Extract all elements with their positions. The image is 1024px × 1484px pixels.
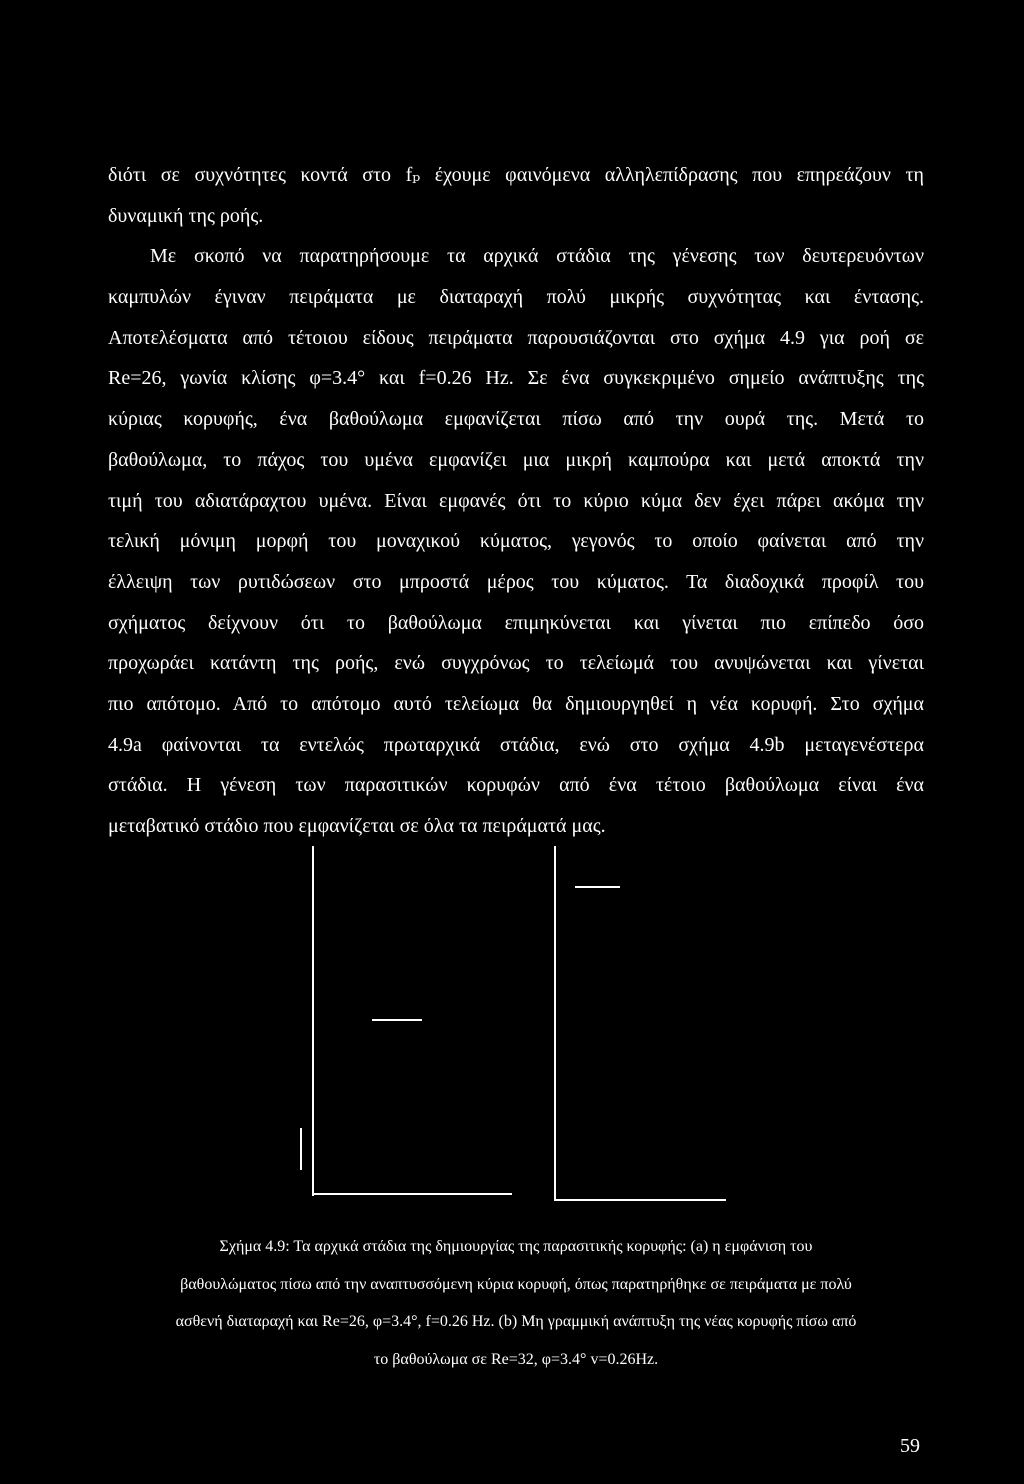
body-line: Με σκοπό να παρατηρήσουμε τα αρχικά στάδια της γένεσης των δευτερευόντων [150,245,924,268]
body-line: δυναμική της ροής. [108,204,264,227]
body-text [108,155,924,847]
caption-line: ασθενή διαταραχή και Re=26, φ=3.4°, f=0.26 Hz. (b) Μη γραμμική ανάπτυξη της νέας κορυφής πίσω από [175,1313,857,1330]
body-line: έλλειψη των ρυτιδώσεων στο μπροστά μέρος του κύματος. Τα διαδοχικά προφίλ του [108,570,924,593]
body-line: πιο απότομο. Από το απότομο αυτό τελείωμα θα δημιουργηθεί η νέα κορυφή. Στο σχήμα [108,692,924,715]
figure-caption [108,1228,924,1378]
body-line: προχωράει κατάντη της ροής, ενώ συγχρόνως το τελείωμά του ανυψώνεται και γίνεται [108,652,924,675]
body-line: Αποτελέσματα από τέτοιου είδους πειράματα παρουσιάζονται στο σχήμα 4.9 για ροή σε [108,326,924,349]
body-line: καμπυλών έγιναν πειράματα με διαταραχή πολύ μικρής συχνότητας και έντασης. [108,286,924,309]
body-line: στάδια. Η γένεση των παρασιτικών κορυφών από ένα τέτοιο βαθούλωμα είναι ένα [108,774,924,797]
panel-b-baseline [554,1199,726,1201]
body-line: μεταβατικό στάδιο που εμφανίζεται σε όλα τα πειράματά μας. [108,815,606,837]
body-line: τιμή του αδιατάραχτου υμένα. Είναι εμφανές ότι το κύριο κύμα δεν έχει πάρει ακόμα την [108,489,924,512]
panel-b-left-edge [554,846,556,1201]
panel-a-left-tick [300,1128,302,1170]
caption-line: Σχήμα 4.9: Τα αρχικά στάδια της δημιουργίας της παρασιτικής κορυφής: (a) η εμφάνιση του [219,1238,813,1255]
body-line: τελική μόνιμη μορφή του μοναχικού κύματος, γεγονός το οποίο φαίνεται από την [108,530,924,553]
panel-b-dash [575,886,620,888]
body-line: 4.9a φαίνονται τα εντελώς πρωταρχικά στάδια, ενώ στο σχήμα 4.9b μεταγενέστερα [108,733,924,756]
caption-line: το βαθούλωμα σε Re=32, φ=3.4° v=0.26Hz. [373,1350,659,1368]
panel-a-left-edge [312,846,314,1196]
body-line: Re=26, γωνία κλίσης φ=3.4° και f=0.26 Hz. Σε ένα συγκεκριμένο σημείο ανάπτυξης της [108,367,924,390]
panel-a-dash [372,1019,422,1021]
body-line: κύριας κορυφής, ένα βαθούλωμα εμφανίζεται πίσω από την ουρά της. Μετά το [108,408,924,431]
caption-line: βαθουλώματος πίσω από την αναπτυσσόμενη κύρια κορυφή, όπως παρατηρήθηκε σε πειράματα με πολύ [180,1275,852,1293]
body-line: σχήματος δείχνουν ότι το βαθούλωμα επιμηκύνεται και γίνεται πιο επίπεδο όσο [108,611,924,634]
figure-4-9 [300,846,730,1201]
panel-a-baseline [312,1193,512,1195]
body-line: βαθούλωμα, το πάχος του υμένα εμφανίζει μια μικρή καμπούρα και μετά αποκτά την [108,448,924,471]
body-line: διότι σε συχνότητες κοντά στο fₚ έχουμε φαινόμενα αλληλεπίδρασης που επηρεάζουν τη [108,164,924,186]
page-number: 59 [900,1435,920,1457]
